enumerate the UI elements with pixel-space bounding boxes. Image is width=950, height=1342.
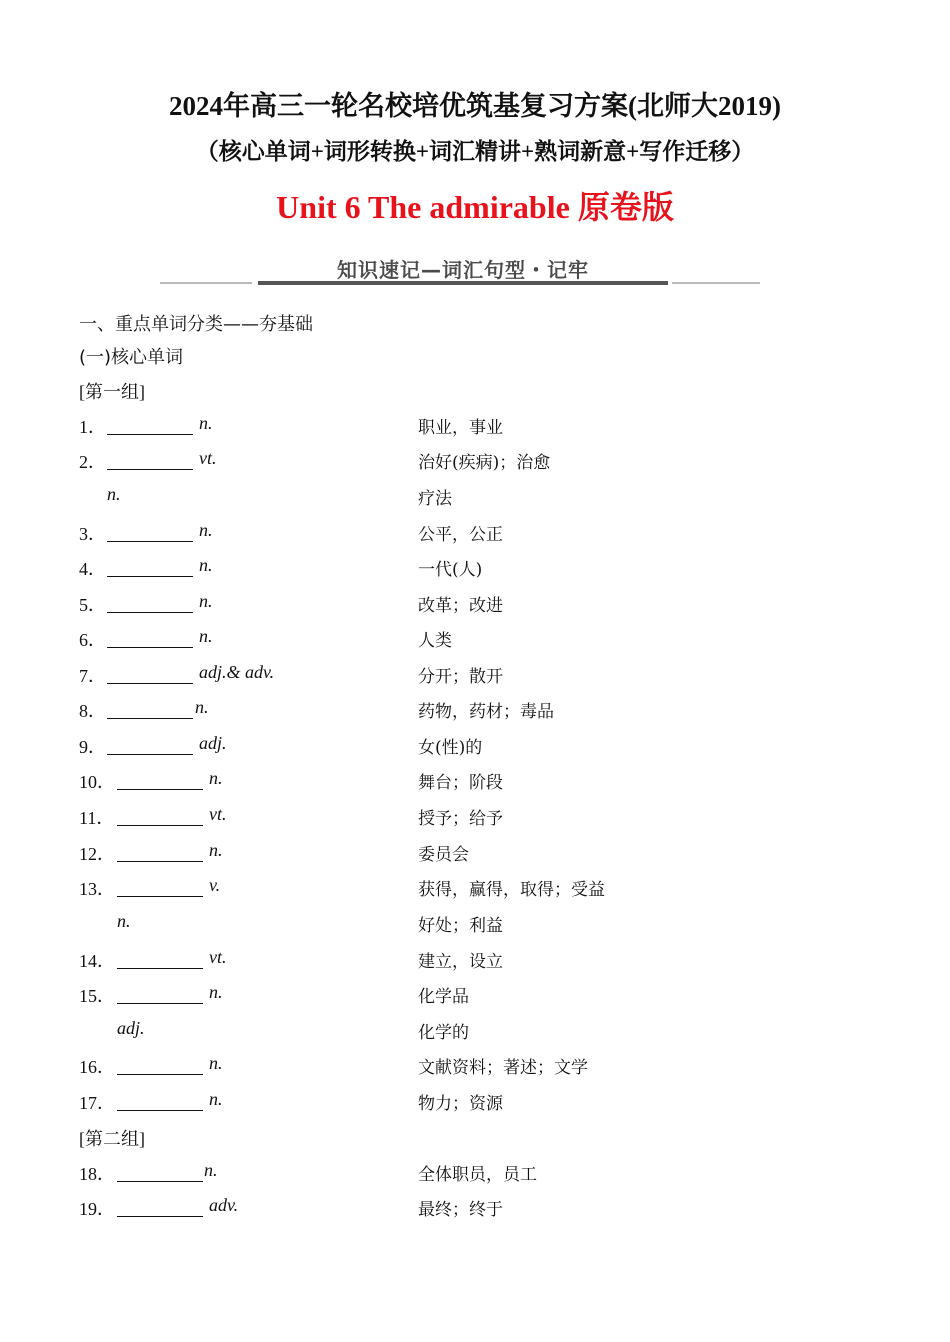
answer-blank[interactable] (117, 1053, 203, 1075)
item-number: 12． (79, 844, 115, 864)
word-meaning: 物力；资源 (418, 1094, 503, 1114)
list-item (79, 1195, 899, 1225)
list-item (79, 626, 899, 656)
word-meaning: 舞台；阶段 (418, 773, 503, 793)
word-meaning: 委员会 (418, 845, 469, 865)
list-item (79, 591, 899, 621)
part-of-speech: vt. (209, 947, 227, 967)
word-meaning: 女(性)的 (418, 738, 483, 758)
document-subtitle: （核心单词+词形转换+词汇精讲+熟词新意+写作迁移） (195, 139, 755, 164)
word-meaning: 疗法 (418, 489, 452, 509)
word-meaning: 获得，赢得，取得；受益 (418, 880, 605, 900)
list-item (79, 875, 899, 905)
answer-blank[interactable] (117, 982, 203, 1004)
answer-blank[interactable] (117, 768, 203, 790)
list-item (79, 662, 899, 692)
word-meaning: 授予；给予 (418, 809, 503, 829)
word-meaning: 职业，事业 (418, 418, 503, 438)
banner-right-rule (672, 282, 760, 284)
item-number: 15． (79, 986, 115, 1006)
list-item (79, 697, 899, 727)
answer-blank[interactable] (117, 1089, 203, 1111)
section-subheading: (一)核心单词 (79, 347, 184, 368)
word-meaning: 全体职员，员工 (418, 1165, 537, 1185)
part-of-speech: vt. (199, 448, 217, 468)
word-meaning: 公平，公正 (418, 525, 503, 545)
word-meaning: 药物，药材；毒品 (418, 702, 554, 722)
answer-blank[interactable] (107, 520, 193, 542)
list-item (79, 448, 899, 478)
list-item (79, 1018, 899, 1048)
word-meaning: 建立，设立 (418, 952, 503, 972)
word-meaning: 文献资料；著述；文学 (418, 1058, 588, 1078)
group-label: [第二组] (79, 1129, 145, 1149)
word-meaning: 治好(疾病)；治愈 (418, 453, 551, 473)
word-meaning: 化学品 (418, 987, 469, 1007)
answer-blank[interactable] (117, 1195, 203, 1217)
answer-blank[interactable] (107, 626, 193, 648)
item-number: 10． (79, 772, 115, 792)
item-number: 6． (79, 630, 106, 650)
word-meaning: 分开；散开 (418, 667, 503, 687)
list-item (79, 1089, 899, 1119)
answer-blank[interactable] (117, 947, 203, 969)
part-of-speech: n. (209, 982, 223, 1002)
list-item (79, 768, 899, 798)
part-of-speech: n. (107, 484, 121, 504)
item-number: 19． (79, 1199, 115, 1219)
part-of-speech: adv. (209, 1195, 239, 1215)
list-item (79, 413, 899, 443)
item-number: 1． (79, 417, 106, 437)
section-banner (160, 252, 760, 292)
list-item (79, 982, 899, 1012)
item-number: 3． (79, 524, 106, 544)
list-item (79, 1053, 899, 1083)
word-meaning: 改革；改进 (418, 596, 503, 616)
part-of-speech: adj. (199, 733, 227, 753)
document-title: 2024年高三一轮名校培优筑基复习方案(北师大2019) (169, 91, 781, 121)
answer-blank[interactable] (117, 875, 203, 897)
part-of-speech: n. (209, 1053, 223, 1073)
answer-blank[interactable] (107, 555, 193, 577)
banner-left-rule (160, 282, 252, 284)
part-of-speech: n. (195, 697, 209, 717)
answer-blank[interactable] (107, 448, 193, 470)
item-number: 16． (79, 1057, 115, 1077)
list-item (79, 520, 899, 550)
word-meaning: 人类 (418, 631, 452, 651)
word-meaning: 好处；利益 (418, 916, 503, 936)
item-number: 14． (79, 951, 115, 971)
item-number: 4． (79, 559, 106, 579)
answer-blank[interactable] (117, 840, 203, 862)
word-meaning: 一代(人) (418, 560, 483, 580)
unit-title: Unit 6 The admirable 原卷版 (276, 189, 674, 225)
part-of-speech: n. (199, 591, 213, 611)
item-number: 5． (79, 595, 106, 615)
list-item (79, 804, 899, 834)
part-of-speech: n. (199, 413, 213, 433)
list-item (79, 484, 899, 514)
item-number: 17． (79, 1093, 115, 1113)
section-heading: 一、重点单词分类——夯基础 (79, 314, 313, 335)
list-item (79, 1160, 899, 1190)
list-item (79, 733, 899, 763)
word-meaning: 化学的 (418, 1023, 469, 1043)
part-of-speech: n. (199, 555, 213, 575)
answer-blank[interactable] (117, 804, 203, 826)
answer-blank[interactable] (107, 697, 193, 719)
part-of-speech: n. (199, 520, 213, 540)
part-of-speech: vt. (209, 804, 227, 824)
part-of-speech: n. (209, 840, 223, 860)
item-number: 8． (79, 701, 106, 721)
part-of-speech: n. (199, 626, 213, 646)
word-meaning: 最终；终于 (418, 1200, 503, 1220)
part-of-speech: n. (117, 911, 131, 931)
item-number: 13． (79, 879, 115, 899)
part-of-speech: n. (209, 1089, 223, 1109)
list-item (79, 911, 899, 941)
list-item (79, 555, 899, 585)
item-number: 18． (79, 1164, 115, 1184)
item-number: 7． (79, 666, 106, 686)
answer-blank[interactable] (107, 413, 193, 435)
banner-text: 知识速记—词汇句型・记牢 (337, 258, 589, 282)
part-of-speech: adj.& adv. (199, 662, 275, 682)
answer-blank[interactable] (107, 662, 193, 684)
item-number: 9． (79, 737, 106, 757)
item-number: 11． (79, 808, 115, 828)
group-label: [第一组] (79, 382, 145, 402)
answer-blank[interactable] (117, 1160, 203, 1182)
list-item (79, 840, 899, 870)
list-item (79, 947, 899, 977)
answer-blank[interactable] (107, 733, 193, 755)
part-of-speech: adj. (117, 1018, 145, 1038)
part-of-speech: n. (204, 1160, 218, 1180)
answer-blank[interactable] (107, 591, 193, 613)
part-of-speech: n. (209, 768, 223, 788)
item-number: 2． (79, 452, 106, 472)
part-of-speech: v. (209, 875, 221, 895)
